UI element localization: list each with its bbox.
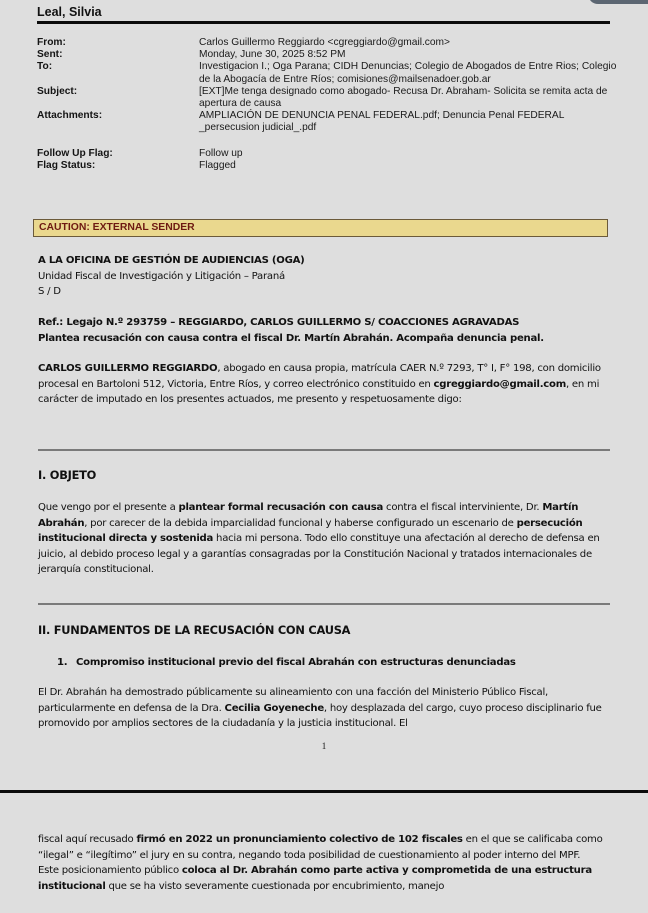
s2-text: El Dr. Abrahán ha demostrado públicamente su alineamiento con una facción del Ministerio Público Fiscal, particularmente en defensa de la Dra.: [38, 687, 548, 714]
section-1-heading: I. OBJETO: [38, 468, 97, 482]
section-divider-1: [38, 449, 610, 451]
intro-text-1: , abogado en causa propia, matrícula CAER N.º 7293, T° I, F° 198, con domicilio procesal en Bartoloni 512, Victoria, Entre Ríos, y correo electrónico constituido en: [38, 363, 601, 390]
follow-up-flag-label: Follow Up Flag:: [37, 147, 113, 159]
page-break-divider: [0, 790, 648, 793]
section-2-heading: II. FUNDAMENTOS DE LA RECUSACIÓN CON CAUSA: [38, 623, 351, 637]
from-row: [37, 37, 617, 49]
s2-text: , hoy desplazada del cargo, cuyo proceso disciplinario fue promovido por amplios sectores de la ciudadanía y la justicia institucional. El: [38, 702, 602, 729]
p2-text: en el que se calificaba como “ilegal” e “ilegítimo” el jury en su contra, negando toda posibilidad de cuestionamiento al poder interno del MPF.: [38, 834, 603, 861]
from-value[interactable]: Carlos Guillermo Reggiardo <cgreggiardo@gmail.com>: [199, 37, 450, 48]
intro-paragraph: [38, 361, 610, 408]
page-2-paragraph: [38, 832, 610, 894]
to-value[interactable]: Investigacion I.; Oga Parana; CIDH Denuncias; Colegio de Abogados de Entre Rios; Colegio de la Abogacía de Entre Ríos; comisiones@mailsenadoer.gob.ar: [199, 61, 617, 85]
section-2-paragraph: [38, 685, 610, 732]
p2-text: Este posicionamiento público: [38, 865, 182, 876]
caution-external-sender-banner: CAUTION: EXTERNAL SENDER: [33, 219, 608, 237]
s1-text: , por carecer de la debida imparcialidad funcional y haberse configurado un escenario de: [84, 517, 517, 529]
p2-bold: firmó en 2022 un pronunciamiento colectivo de 102 fiscales: [136, 834, 463, 845]
s1-text: hacia mi persona. Todo ello constituye una afectación al derecho de defensa en juicio, al debido proceso legal y a garantías consagradas por la Constitución Nacional y tratados internacionales de jerarquía constitucional.: [38, 533, 600, 575]
p2-text: fiscal aquí recusado: [38, 834, 137, 845]
s2-bold: Cecilia Goyeneche: [224, 702, 324, 714]
page-number: 1: [321, 741, 327, 751]
to-label: To:: [37, 61, 53, 73]
section-1-paragraph: [38, 500, 610, 578]
intro-name: CARLOS GUILLERMO REGGIARDO: [38, 363, 218, 374]
s1-text: contra el fiscal interviniente, Dr.: [383, 502, 543, 513]
intro-text-2: , en mi carácter de imputado en los presentes actuados, me presento y respetuosamente digo:: [38, 378, 600, 405]
subject-label: Subject:: [37, 85, 78, 97]
s1-bold: Martín Abrahán: [38, 502, 579, 529]
s1-bold: persecución institucional directa y sostenida: [38, 517, 583, 544]
reference-line-1: Ref.: Legajo N.º 293759 – REGGIARDO, CARLOS GUILLERMO S/ COACCIONES AGRAVADAS: [38, 317, 520, 328]
addressee-line-3: S / D: [38, 286, 61, 297]
attachments-value[interactable]: AMPLIACIÓN DE DENUNCIA PENAL FEDERAL.pdf; Denuncia Penal FEDERAL _persecusion judicial_.pdf: [199, 110, 564, 134]
s1-text: Que vengo por el presente a: [38, 502, 179, 513]
item-number: 1.: [57, 657, 68, 668]
flag-status-label: Flag Status:: [37, 159, 96, 171]
follow-up-flag-row: [37, 148, 617, 160]
subject-row: [37, 86, 617, 110]
sent-value: Monday, June 30, 2025 8:52 PM: [199, 49, 346, 61]
follow-up-flag-value: Follow up: [199, 147, 243, 159]
sent-row: [37, 49, 617, 61]
s1-bold: plantear formal recusación con causa: [178, 502, 384, 513]
attachments-row: [37, 110, 617, 134]
section-2-item-1: [57, 655, 617, 671]
p2-bold: coloca al Dr. Abrahán como parte activa y comprometida de una estructura institucional: [38, 865, 592, 892]
mailbox-owner-name: Leal, Silvia: [37, 5, 102, 19]
reference-line-2: Plantea recusación con causa contra el fiscal Dr. Martín Abrahán. Acompaña denuncia penal.: [38, 332, 544, 344]
email-header: [37, 37, 617, 172]
reference-block: [38, 315, 610, 346]
from-label: From:: [37, 37, 66, 48]
window-corner-tab: [588, 0, 648, 4]
section-divider-2: [38, 603, 610, 605]
subject-value: [EXT]Me tenga designado como abogado- Recusa Dr. Abraham- Solicita se remita acta de apertura de causa: [199, 85, 608, 110]
flag-status-value: Flagged: [199, 159, 236, 171]
sent-label: Sent:: [37, 49, 63, 61]
p2-text: que se ha visto severamente cuestionada por encubrimiento, manejo: [105, 880, 445, 892]
to-row: [37, 61, 617, 85]
flag-status-row: [37, 160, 617, 172]
intro-email[interactable]: cgreggiardo@gmail.com: [433, 378, 566, 390]
addressee-line-1: A LA OFICINA DE GESTIÓN DE AUDIENCIAS (OGA): [38, 255, 305, 266]
item-title: Compromiso institucional previo del fiscal Abrahán con estructuras denunciadas: [76, 657, 516, 668]
addressee-line-2: Unidad Fiscal de Investigación y Litigación – Paraná: [38, 270, 285, 282]
addressee-block: [38, 253, 610, 300]
attachments-label: Attachments:: [37, 110, 103, 122]
title-divider: [37, 21, 610, 24]
